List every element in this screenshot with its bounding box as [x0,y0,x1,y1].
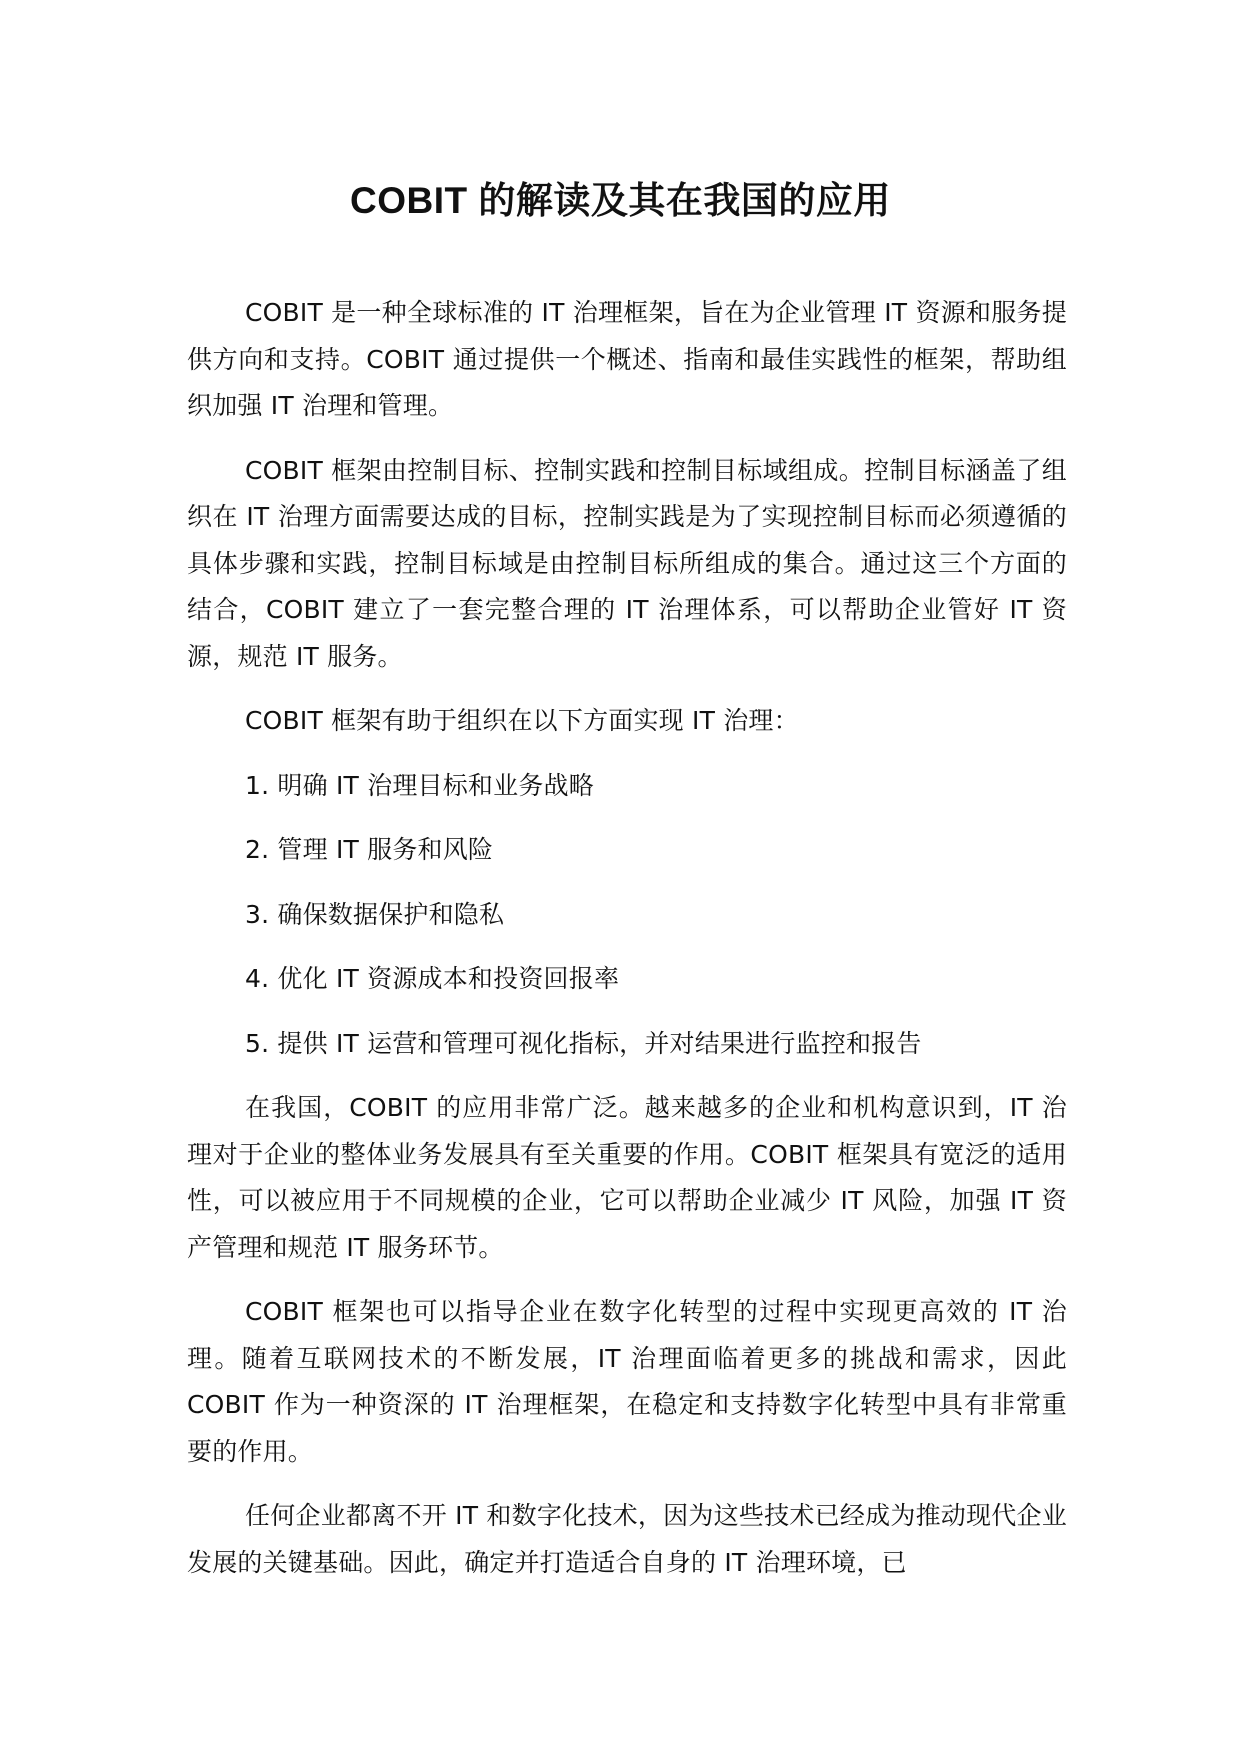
paragraph-intro: COBIT 是一种全球标准的 IT 治理框架，旨在为企业管理 IT 资源和服务提供方向和支持。COBIT 通过提供一个概述、指南和最佳实践性的框架，帮助组织加强 IT 治理和管理。 [187,298,1067,420]
document-title: COBIT 的解读及其在我国的应用 [350,180,891,221]
list-item: 4. 优化 IT 资源成本和投资回报率 [245,964,620,993]
list-item: 5. 提供 IT 运营和管理可视化指标，并对结果进行监控和报告 [245,1028,922,1058]
list-item: 3. 确保数据保护和隐私 [245,899,505,929]
paragraph-china-application: 在我国，COBIT 的应用非常广泛。越来越多的企业和机构意识到，IT 治理对于企业的整体业务发展具有至关重要的作用。COBIT 框架具有宽泛的适用性，可以被应用于不同规模的企业，它可以帮助企业减少 IT 风险，加强 IT 资产管理和规范 IT 服务环节。 [187,1093,1067,1262]
paragraph-framework: COBIT 框架由控制目标、控制实践和控制目标域组成。控制目标涵盖了组织在 IT 治理方面需要达成的目标，控制实践是为了实现控制目标而必须遵循的具体步骤和实践，控制目标域是由控制目标所组成的集合。通过这三个方面的结合，COBIT 建立了一套完整合理的 IT 治理体系，可以帮助企业管好 IT 资源，规范 IT 服务。 [187,455,1067,671]
paragraph-digital-transformation: COBIT 框架也可以指导企业在数字化转型的过程中实现更高效的 IT 治理。随着互联网技术的不断发展，IT 治理面临着更多的挑战和需求，因此 COBIT 作为一种资深的 IT 治理框架，在稳定和支持数字化转型中具有非常重要的作用。 [187,1297,1067,1466]
document-body [187,290,1067,1586]
paragraph-list-intro: COBIT 框架有助于组织在以下方面实现 IT 治理： [245,706,799,735]
paragraph-enterprise-it: 任何企业都离不开 IT 和数字化技术，因为这些技术已经成为推动现代企业发展的关键基础。因此，确定并打造适合自身的 IT 治理环境，已 [187,1501,1067,1577]
list-item: 1. 明确 IT 治理目标和业务战略 [245,770,594,800]
list-item: 2. 管理 IT 服务和风险 [245,835,494,864]
